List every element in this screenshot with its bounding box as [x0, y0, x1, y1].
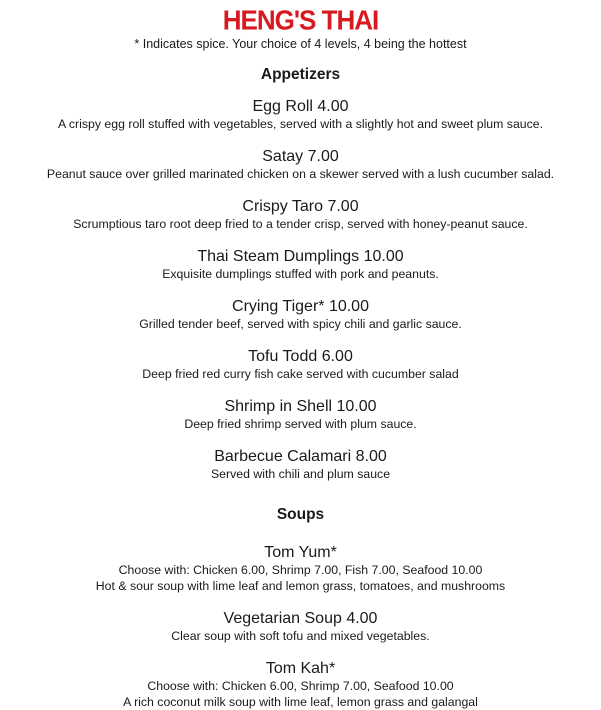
- menu-page: [0, 6, 601, 710]
- menu-item-vegetarian-soup: [0, 610, 601, 644]
- item-name: Tom Kah*: [265, 660, 336, 677]
- item-description: Scrumptious taro root deep fried to a tender crisp, served with honey-peanut sauce.: [73, 217, 528, 231]
- item-description: Exquisite dumplings stuffed with pork and peanuts.: [162, 267, 439, 281]
- item-name: Shrimp in Shell 10.00: [224, 398, 377, 415]
- menu-item-shrimp-in-shell: [0, 398, 601, 432]
- soups-heading: Soups: [276, 506, 325, 523]
- menu-item-egg-roll: [0, 98, 601, 132]
- item-description: Grilled tender beef, served with spicy chili and garlic sauce.: [139, 317, 462, 331]
- menu-item-crying-tiger: [0, 298, 601, 332]
- menu-item-crispy-taro: [0, 198, 601, 232]
- appetizers-heading: Appetizers: [260, 66, 341, 83]
- item-description: Hot & sour soup with lime leaf and lemon grass, tomatoes, and mushrooms: [95, 579, 506, 593]
- item-name: Barbecue Calamari 8.00: [214, 448, 387, 465]
- item-name: Tofu Todd 6.00: [248, 348, 353, 365]
- item-name: Crispy Taro 7.00: [242, 198, 359, 215]
- menu-item-satay: [0, 148, 601, 182]
- item-description: Clear soup with soft tofu and mixed vegetables.: [171, 629, 430, 643]
- item-name: Crying Tiger* 10.00: [232, 298, 369, 315]
- spice-note: * Indicates spice. Your choice of 4 levels, 4 being the hottest: [134, 37, 467, 51]
- item-description: Served with chili and plum sauce: [210, 467, 391, 481]
- item-choices: Choose with: Chicken 6.00, Shrimp 7.00, Fish 7.00, Seafood 10.00: [118, 563, 483, 577]
- menu-item-tofu-todd: [0, 348, 601, 382]
- menu-item-tom-yum: [0, 544, 601, 594]
- item-description: Deep fried red curry fish cake served with cucumber salad: [142, 367, 459, 381]
- item-name: Tom Yum*: [264, 544, 337, 561]
- item-name: Thai Steam Dumplings 10.00: [197, 248, 404, 265]
- item-description: Deep fried shrimp served with plum sauce.: [184, 417, 417, 431]
- item-description: A rich coconut milk soup with lime leaf, lemon grass and galangal: [123, 695, 478, 709]
- item-choices: Choose with: Chicken 6.00, Shrimp 7.00, Seafood 10.00: [147, 679, 454, 693]
- item-name: Vegetarian Soup 4.00: [223, 610, 378, 627]
- item-description: A crispy egg roll stuffed with vegetables, served with a slightly hot and sweet plum sauce.: [57, 117, 544, 131]
- item-name: Egg Roll 4.00: [252, 98, 349, 115]
- menu-item-tom-kah: [0, 660, 601, 710]
- menu-item-barbecue-calamari: [0, 448, 601, 482]
- restaurant-title: HENG'S THAI: [222, 4, 379, 36]
- menu-item-thai-steam-dumplings: [0, 248, 601, 282]
- item-description: Peanut sauce over grilled marinated chicken on a skewer served with a lush cucumber salad.: [46, 167, 555, 181]
- item-name: Satay 7.00: [262, 148, 339, 165]
